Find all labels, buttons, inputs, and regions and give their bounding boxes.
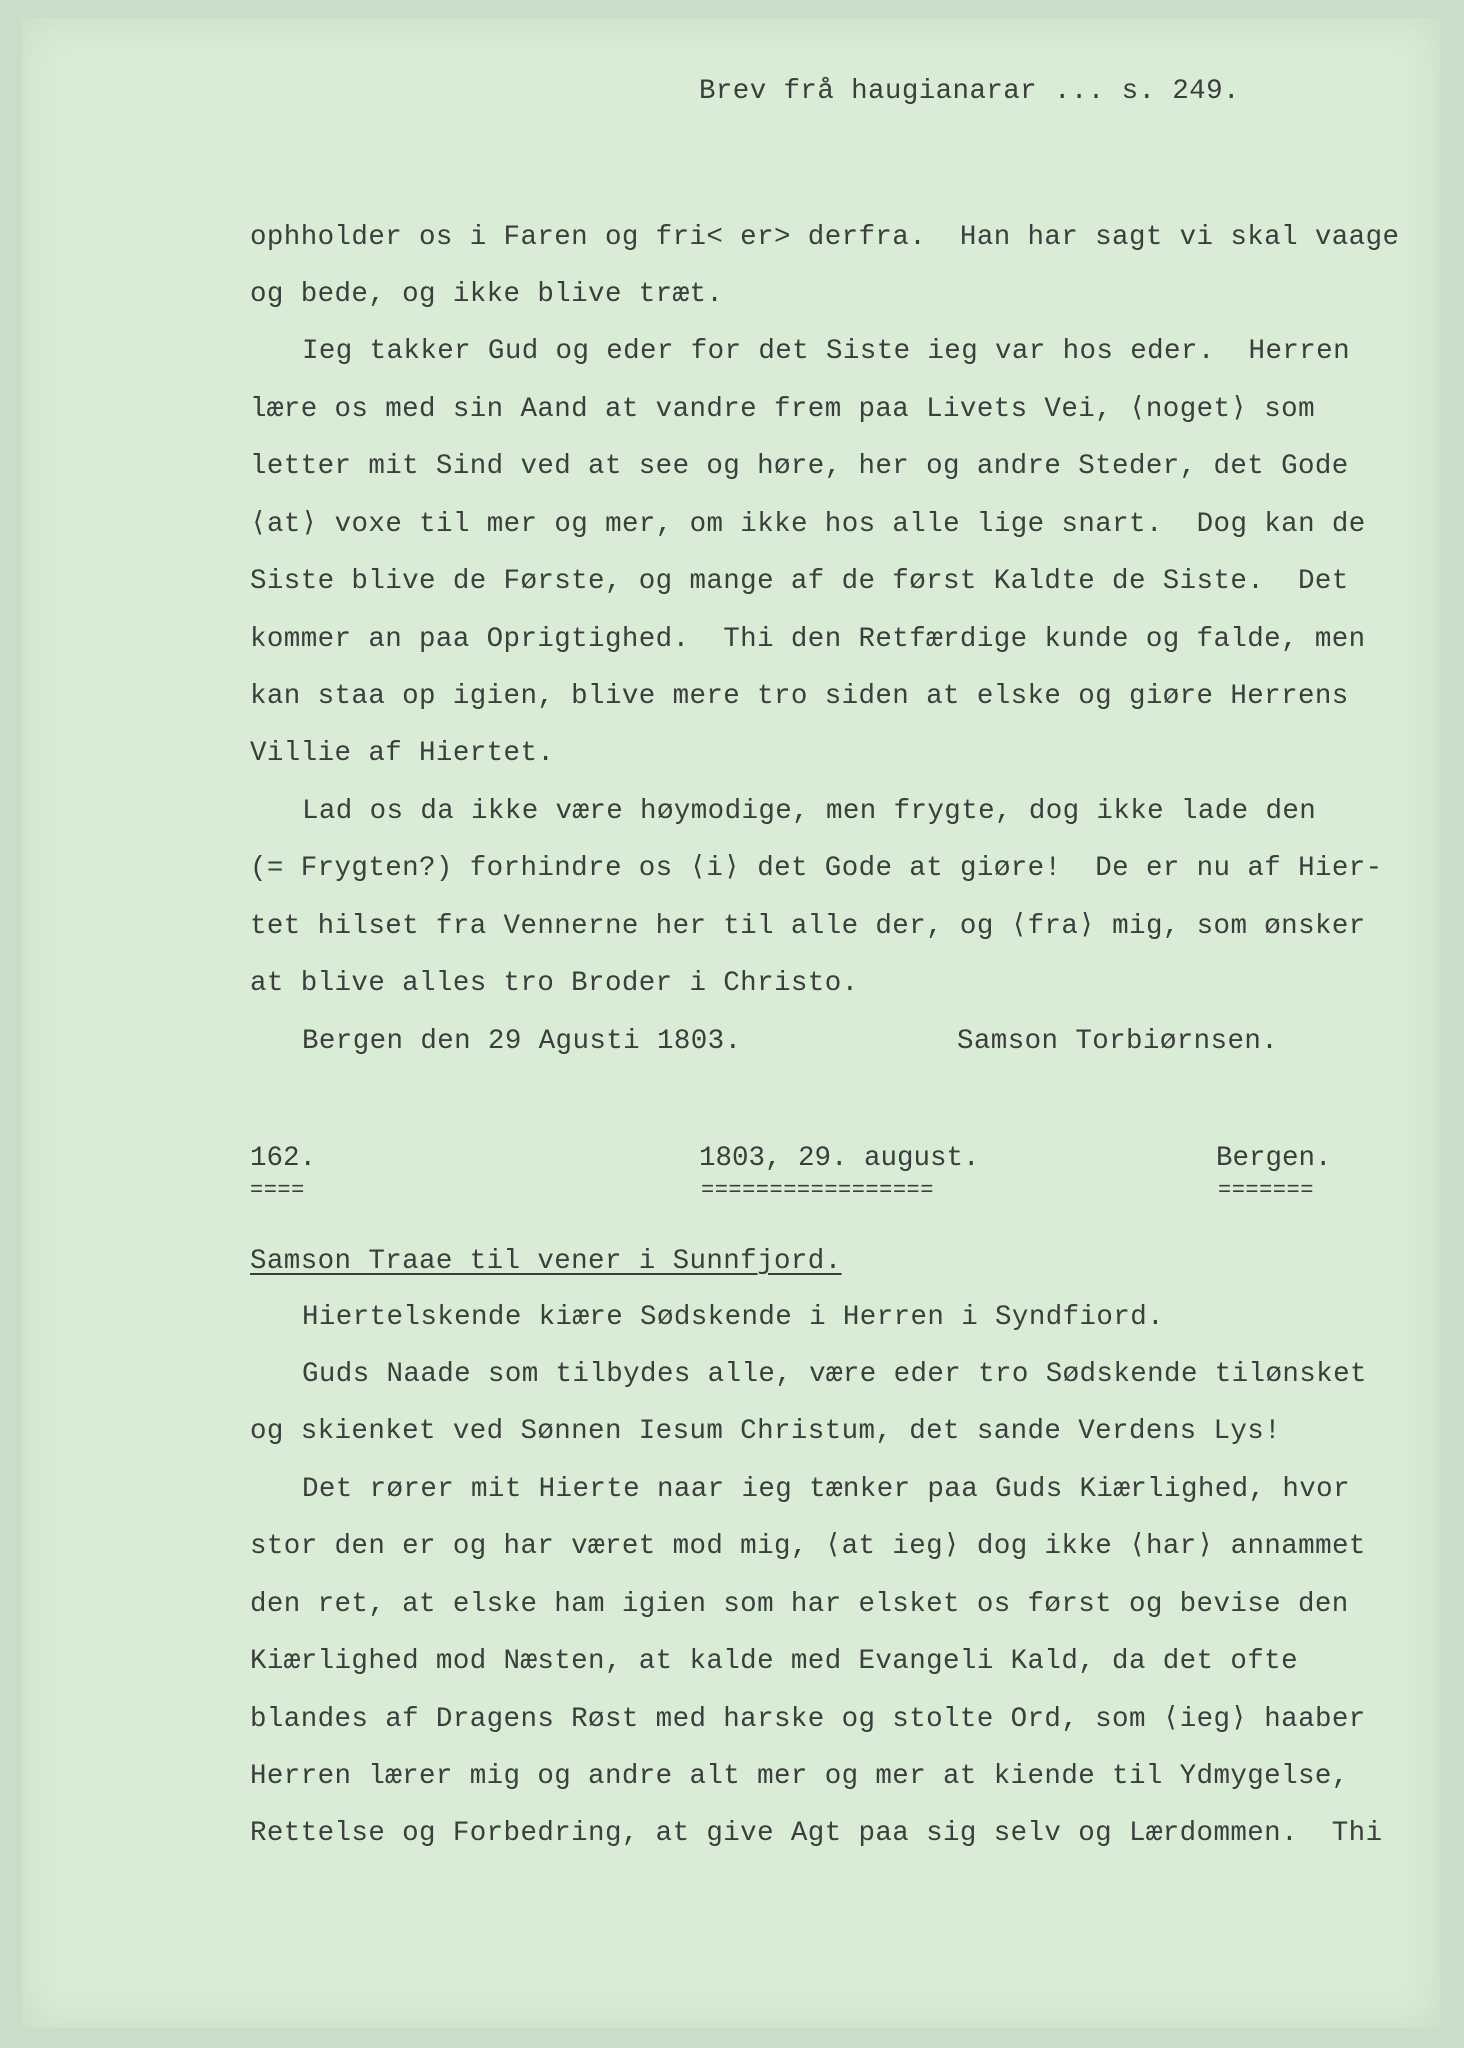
letter1-line: lære os med sin Aand at vandre frem paa Livets Vei, ⟨noget⟩ som: [250, 394, 1315, 425]
letter2-line: Guds Naade som tilbydes alle, være eder tro Sødskende tilønsket: [302, 1359, 1367, 1390]
letter2-line: blandes af Dragens Røst med harske og stolte Ord, som ⟨ieg⟩ haaber: [250, 1704, 1366, 1735]
letter1-line: kan staa op igien, blive mere tro siden at elske og giøre Herrens: [250, 681, 1349, 712]
page-header: Brev frå haugianarar ... s. 249.: [699, 76, 1240, 107]
letter2-line: Rettelse og Forbedring, at give Agt paa sig selv og Lærdommen. Thi: [250, 1818, 1383, 1849]
letter1-place-date: Bergen den 29 Agusti 1803.: [302, 1026, 742, 1057]
letter1-line: Siste blive de Første, og mange af de først Kaldte de Siste. Det: [250, 566, 1349, 597]
letter1-line: tet hilset fra Vennerne her til alle der, og ⟨fra⟩ mig, som ønsker: [250, 911, 1366, 942]
letter-number: 162.: [250, 1143, 317, 1174]
letter2-line: Herren lærer mig og andre alt mer og mer at kiende til Ydmygelse,: [250, 1761, 1349, 1792]
place-underline: =======: [1218, 1178, 1314, 1203]
letter-date: 1803, 29. august.: [699, 1143, 980, 1174]
letter1-line: og bede, og ikke blive træt.: [250, 279, 724, 310]
letter1-line: Lad os da ikke være høymodige, men frygte, dog ikke lade den: [302, 796, 1317, 827]
date-underline: =================: [701, 1178, 934, 1203]
letter2-line: den ret, at elske ham igien som har elsket os først og bevise den: [250, 1589, 1349, 1620]
number-underline: ====: [250, 1178, 305, 1203]
letter1-signature: Samson Torbiørnsen.: [957, 1026, 1279, 1057]
letter2-title: Samson Traae til vener i Sunnfjord.: [250, 1246, 842, 1277]
letter1-line: ophholder os i Faren og fri< er> derfra. Han har sagt vi skal vaage: [250, 222, 1400, 253]
letter2-line: stor den er og har været mod mig, ⟨at ieg⟩ dog ikke ⟨har⟩ annammet: [250, 1531, 1366, 1562]
letter2-line: Hiertelskende kiære Sødskende i Herren i Syndfiord.: [302, 1302, 1165, 1333]
letter1-line: at blive alles tro Broder i Christo.: [250, 968, 859, 999]
letter2-line: Kiærlighed mod Næsten, at kalde med Evangeli Kald, da det ofte: [250, 1646, 1298, 1677]
letter2-line: og skienket ved Sønnen Iesum Christum, det sande Verdens Lys!: [250, 1416, 1282, 1447]
letter-place: Bergen.: [1216, 1143, 1332, 1174]
letter1-line: kommer an paa Oprigtighed. Thi den Retfærdige kunde og falde, men: [250, 624, 1366, 655]
letter1-line: (= Frygten?) forhindre os ⟨i⟩ det Gode at giøre! De er nu af Hier-: [250, 853, 1383, 884]
letter1-line: Villie af Hiertet.: [250, 738, 555, 769]
letter1-line: letter mit Sind ved at see og høre, her og andre Steder, det Gode: [250, 451, 1349, 482]
letter2-line: Det rører mit Hierte naar ieg tænker paa Guds Kiærlighed, hvor: [302, 1474, 1350, 1505]
letter1-line: Ieg takker Gud og eder for det Siste ieg var hos eder. Herren: [302, 336, 1350, 367]
letter1-line: ⟨at⟩ voxe til mer og mer, om ikke hos alle lige snart. Dog kan de: [250, 509, 1366, 540]
